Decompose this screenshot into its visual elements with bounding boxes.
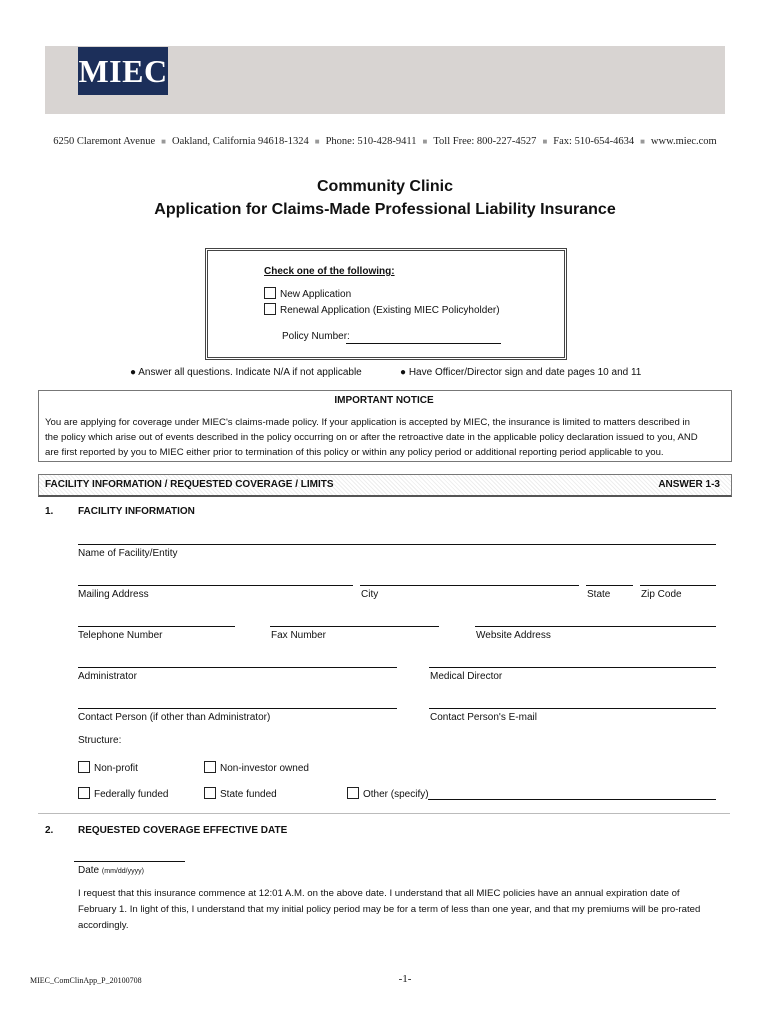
effective-date-field[interactable] xyxy=(74,861,185,862)
telephone-label: Telephone Number xyxy=(78,630,163,641)
separator-icon: ■ xyxy=(314,137,320,146)
structure-non-profit[interactable]: Non-profit xyxy=(78,761,138,774)
form-title: Community Clinic xyxy=(316,178,453,195)
other-specify-field[interactable] xyxy=(428,799,716,800)
state-label: State xyxy=(587,589,611,600)
checkbox[interactable] xyxy=(264,303,276,315)
city-field[interactable] xyxy=(360,585,579,586)
state-field[interactable] xyxy=(586,585,633,586)
structure-federally-funded[interactable]: Federally funded xyxy=(78,787,169,800)
section-answer-range: ANSWER 1-3 xyxy=(658,479,720,490)
separator-icon: ■ xyxy=(422,137,428,146)
new-application-option[interactable]: New Application xyxy=(264,287,351,300)
zip-code-label: Zip Code xyxy=(641,589,682,600)
miec-logo: MIEC xyxy=(78,47,168,95)
renewal-application-option[interactable]: Renewal Application (Existing MIEC Policyholder) xyxy=(264,303,500,316)
instruction-sign-date: ● Have Officer/Director sign and date pages 10 and 11 xyxy=(400,367,642,378)
administrator-label: Administrator xyxy=(78,671,137,682)
telephone-field[interactable] xyxy=(78,626,235,627)
fax-label: Fax Number xyxy=(271,630,327,641)
divider xyxy=(38,813,730,814)
checkbox[interactable] xyxy=(264,287,276,299)
question-2-heading: REQUESTED COVERAGE EFFECTIVE DATE xyxy=(78,825,288,836)
important-notice-heading: IMPORTANT NOTICE xyxy=(334,395,434,406)
policy-number-label: Policy Number: xyxy=(282,331,350,342)
form-subtitle: Application for Claims-Made Professional Liability Insurance xyxy=(154,201,616,218)
address: 6250 Claremont Avenue xyxy=(53,136,156,147)
contact-person-label: Contact Person (if other than Administrator) xyxy=(78,712,271,723)
administrator-field[interactable] xyxy=(78,667,397,668)
structure-label: Structure: xyxy=(78,735,122,746)
structure-non-investor-owned[interactable]: Non-investor owned xyxy=(204,761,309,774)
checkbox[interactable] xyxy=(347,787,359,799)
question-2-number: 2. xyxy=(45,825,54,836)
contact-email-label: Contact Person's E-mail xyxy=(430,712,537,723)
separator-icon: ■ xyxy=(640,137,645,146)
instruction-answer-all: ● Answer all questions. Indicate N/A if not applicable xyxy=(130,367,362,378)
facility-name-field[interactable] xyxy=(78,544,716,545)
structure-state-funded[interactable]: State funded xyxy=(204,787,277,800)
fax: Fax: 510-654-4634 xyxy=(553,136,635,147)
question-1-number: 1. xyxy=(45,506,54,517)
mailing-address-field[interactable] xyxy=(78,585,353,586)
website-field[interactable] xyxy=(475,626,716,627)
form-id: MIEC_ComClinApp_P_20100708 xyxy=(30,976,142,985)
date-label: Date (mm/dd/yyyy) xyxy=(78,865,144,876)
facility-name-label: Name of Facility/Entity xyxy=(78,548,178,559)
contact-email-field[interactable] xyxy=(429,708,716,709)
mailing-address-label: Mailing Address xyxy=(78,589,149,600)
separator-icon: ■ xyxy=(542,137,548,146)
page-number: -1- xyxy=(398,973,412,985)
medical-director-label: Medical Director xyxy=(430,671,503,682)
fax-field[interactable] xyxy=(270,626,439,627)
separator-icon: ■ xyxy=(161,137,166,146)
zip-code-field[interactable] xyxy=(640,585,716,586)
checkbox[interactable] xyxy=(204,787,216,799)
question-1-heading: FACILITY INFORMATION xyxy=(78,506,195,517)
policy-number-field[interactable] xyxy=(346,343,501,344)
application-type-heading: Check one of the following: xyxy=(264,266,395,277)
checkbox[interactable] xyxy=(78,787,90,799)
medical-director-field[interactable] xyxy=(429,667,716,668)
contact-person-field[interactable] xyxy=(78,708,397,709)
section-title: FACILITY INFORMATION / REQUESTED COVERAGE / LIMITS xyxy=(45,479,334,490)
checkbox[interactable] xyxy=(204,761,216,773)
checkbox[interactable] xyxy=(78,761,90,773)
website-label: Website Address xyxy=(476,630,551,641)
city-label: City xyxy=(361,589,379,600)
structure-other[interactable]: Other (specify) xyxy=(347,787,429,800)
toll-free: Toll Free: 800-227-4527 xyxy=(433,136,537,147)
coverage-statement: I request that this insurance commence at 12:01 A.M. on the above date. I understand that all MIEC policies have an annual expiration date of February 1. In light of this, I understand that my initial policy period may be for a term of less than one year, and that my premiums will be pro-rated accordingly. xyxy=(78,888,701,931)
phone: Phone: 510-428-9411 xyxy=(325,136,417,147)
website: www.miec.com xyxy=(650,136,717,147)
city-state: Oakland, California 94618-1324 xyxy=(171,136,309,147)
important-notice-text: You are applying for coverage under MIEC's claims-made policy. If your application is accepted by MIEC, the insurance is limited to matters described in the policy which arise out of events described in the policy occurring on or after the retroactive date in the applicable policy declaration issued to you, AND are first reported by you to MIEC either prior to termination of this policy or within any policy period or additional reporting period applicable to you. xyxy=(45,417,698,458)
contact-line xyxy=(0,136,770,147)
